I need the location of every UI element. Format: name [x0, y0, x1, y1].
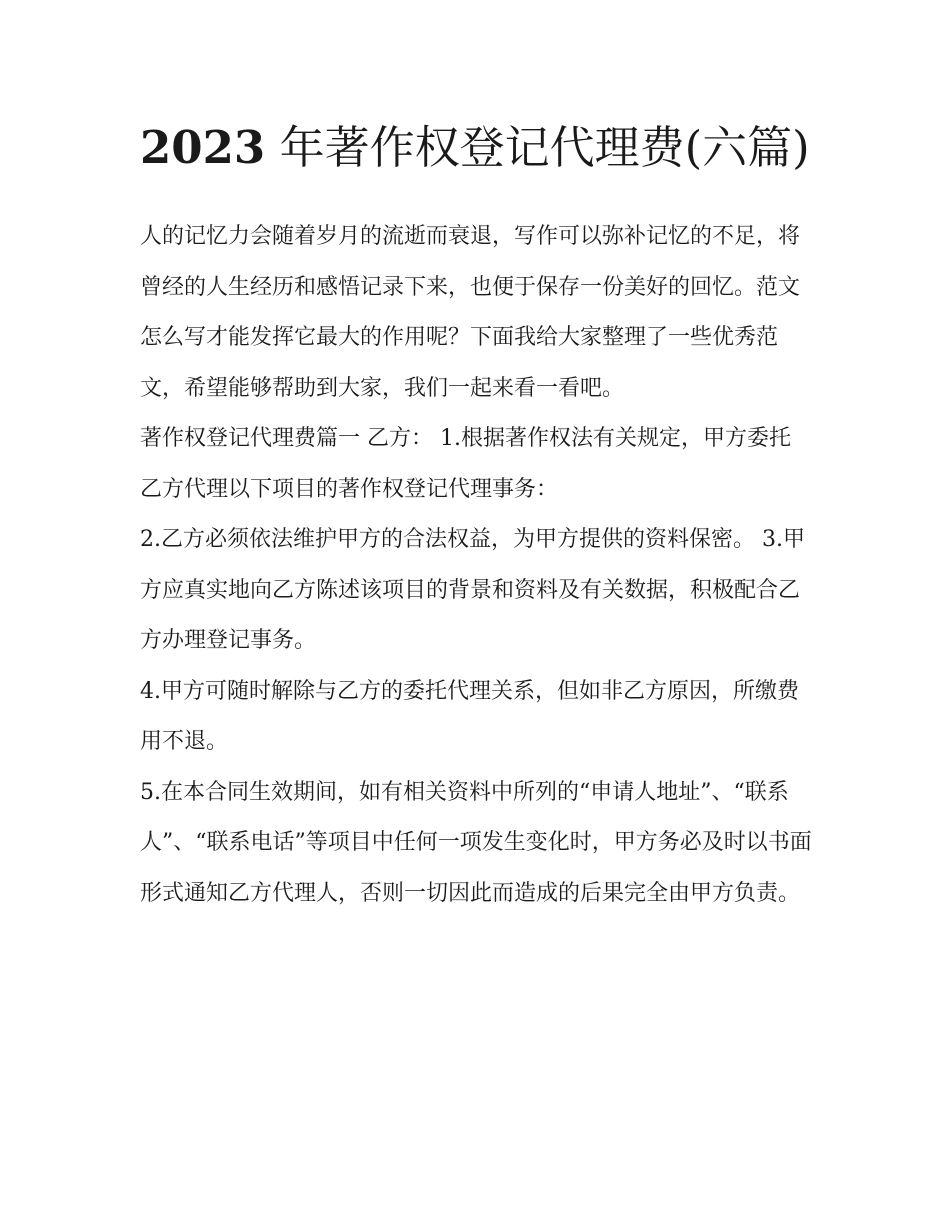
title-text: 年著作权登记代理费(六篇) [279, 121, 810, 174]
paragraph-clause-5: 5.在本合同生效期间，如有相关资料中所列的“申请人地址”、“联系人”、“联系电话”等项目中任何一项发生变化时，甲方务必及时以书面形式通知乙方代理人，否则一切因此而造成的后果完全由甲方负责。 [140, 779, 812, 906]
paragraph-intro: 人的记忆力会随着岁月的流逝而衰退，写作可以弥补记忆的不足，将曾经的人生经历和感悟记录下来，也便于保存一份美好的回忆。范文怎么写才能发挥它最大的作用呢？下面我给大家整理了一些优秀范文，希望能够帮助到大家，我们一起来看一看吧。 [140, 224, 801, 401]
document-body [140, 212, 812, 919]
document-page [140, 112, 812, 919]
title-year: 2023 [140, 121, 266, 174]
paragraph-clause-4: 4.甲方可随时解除与乙方的委托代理关系，但如非乙方原因，所缴费用不退。 [140, 678, 799, 754]
paragraph-clause-1: 著作权登记代理费篇一 乙方： 1.根据著作权法有关规定，甲方委托乙方代理以下项目的著作权登记代理事务： [140, 426, 791, 502]
document-title [140, 112, 812, 184]
paragraph-clause-2-3: 2.乙方必须依法维护甲方的合法权益，为甲方提供的资料保密。 3.甲方应真实地向乙方陈述该项目的背景和资料及有关数据，积极配合乙方办理登记事务。 [140, 527, 805, 653]
